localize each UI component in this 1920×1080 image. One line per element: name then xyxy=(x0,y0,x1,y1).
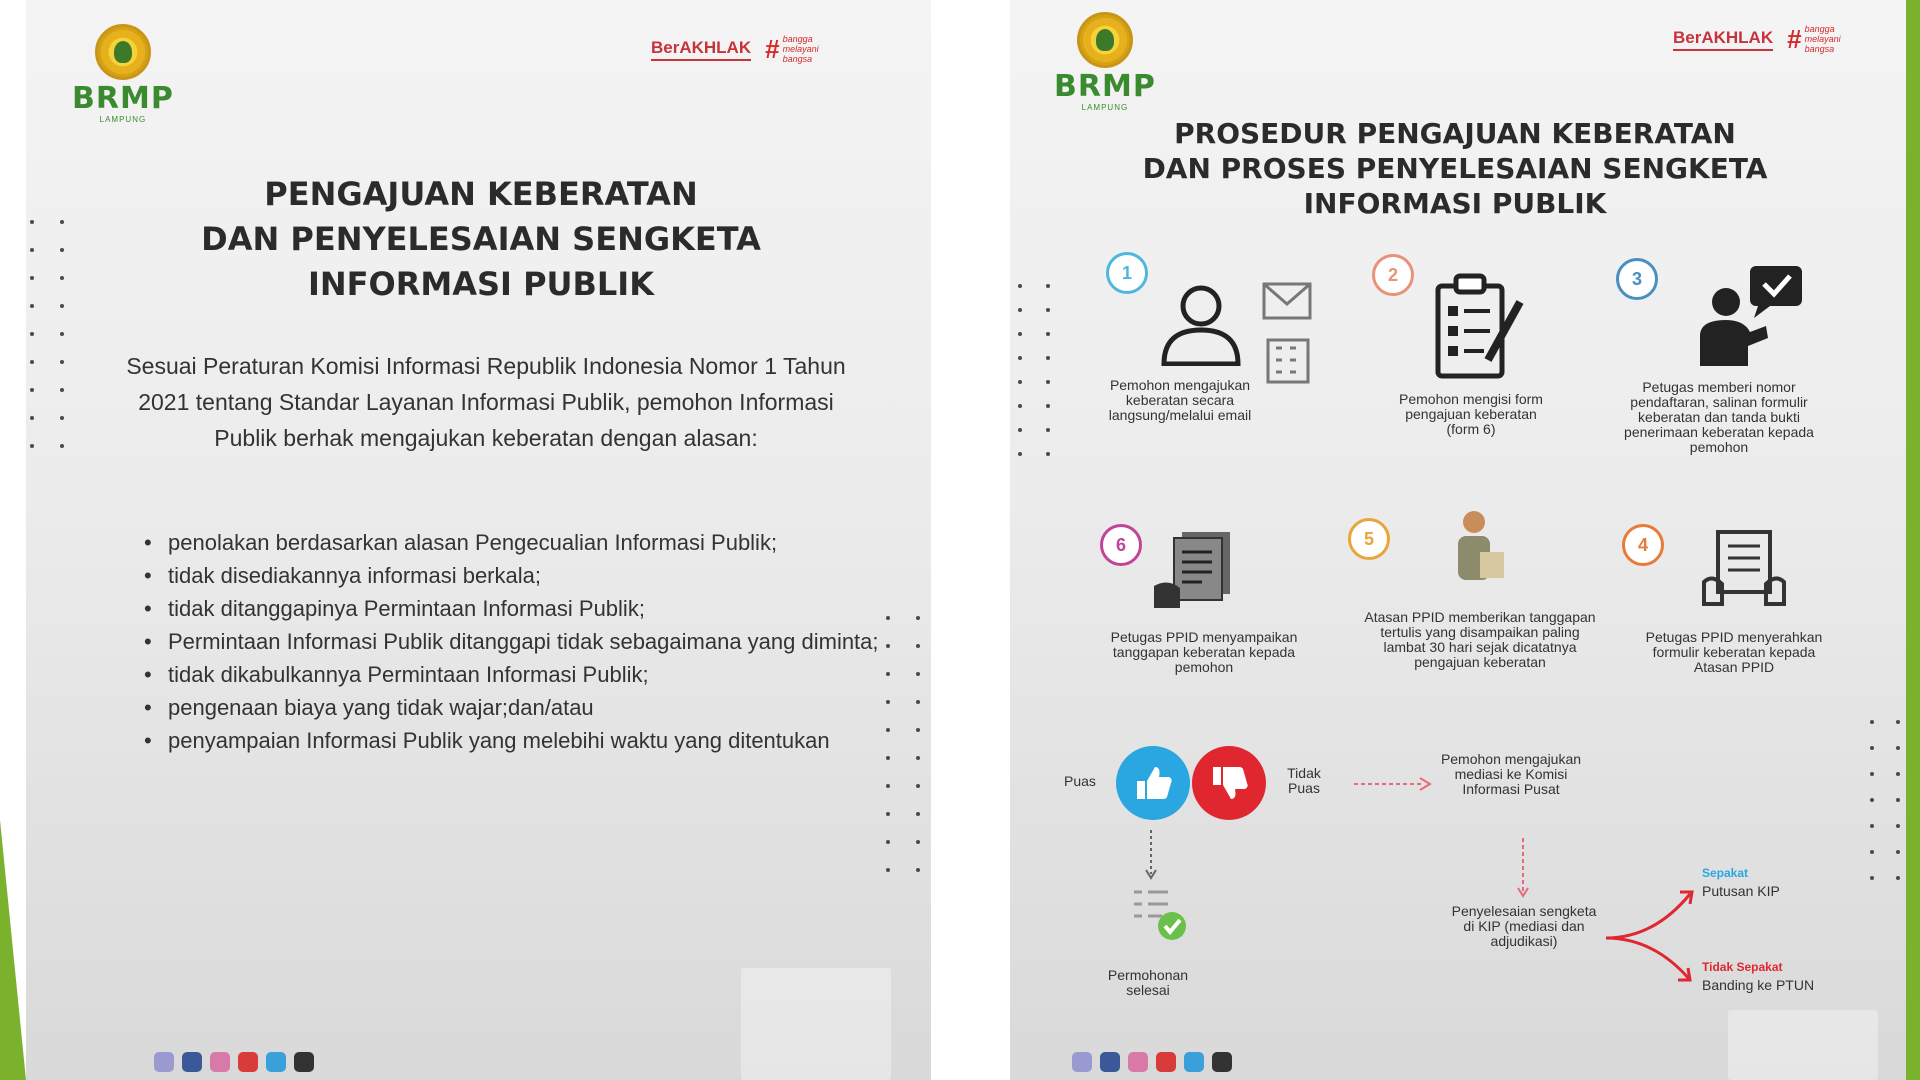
tiktok-icon[interactable] xyxy=(294,1052,314,1072)
logo-sub: LAMPUNG xyxy=(99,115,147,124)
dot xyxy=(886,700,890,704)
dot xyxy=(1870,720,1874,724)
dot xyxy=(916,812,920,816)
dot xyxy=(60,360,64,364)
accept-tag: Sepakat xyxy=(1702,866,1749,880)
poster-right xyxy=(1010,0,1906,1080)
list-item: • penyampaian Informasi Publik yang melebihi waktu yang ditentukan xyxy=(144,724,884,757)
dot xyxy=(1046,404,1050,408)
brand-line: melayani xyxy=(782,44,819,54)
tiktok-icon[interactable] xyxy=(1212,1052,1232,1072)
dot xyxy=(60,304,64,308)
website-icon[interactable] xyxy=(1072,1052,1092,1072)
brmp-logo xyxy=(1054,12,1156,112)
dot xyxy=(1018,356,1022,360)
logo-name: BRMP xyxy=(1054,69,1156,104)
dot xyxy=(886,672,890,676)
dot xyxy=(1896,746,1900,750)
brand-logos xyxy=(651,34,819,64)
step-5-caption: Atasan PPID memberikan tanggapan tertulis yang disampaikan paling lambat 30 hari sejak dicatatnya pengajuan keberatan xyxy=(1364,609,1596,670)
reject-tag: Tidak Sepakat xyxy=(1702,960,1783,974)
dot xyxy=(1018,404,1022,408)
twitter-icon[interactable] xyxy=(266,1052,286,1072)
dot xyxy=(886,644,890,648)
officer-chat-icon xyxy=(1696,262,1806,368)
title-line: PROSEDUR PENGAJUAN KEBERATAN xyxy=(1174,117,1736,150)
logo-name: BRMP xyxy=(72,81,174,116)
dot xyxy=(1870,746,1874,750)
logo-sub: LAMPUNG xyxy=(1081,103,1129,112)
hash-mark: # xyxy=(765,34,780,64)
step-2-caption: Pemohon mengisi form pengajuan keberatan (form 6) xyxy=(1399,391,1543,437)
arrow-down-icon xyxy=(1516,838,1530,900)
step-2-number: 2 xyxy=(1372,254,1414,296)
dot xyxy=(1046,356,1050,360)
checklist-done-icon xyxy=(1130,886,1188,942)
step-4-number: 4 xyxy=(1622,524,1664,566)
dot xyxy=(30,416,34,420)
step-6-caption: Petugas PPID menyampaikan tanggapan keberatan kepada pemohon xyxy=(1110,629,1298,675)
dot xyxy=(1046,332,1050,336)
dot xyxy=(60,332,64,336)
dot xyxy=(30,276,34,280)
papers-hand-icon xyxy=(1152,528,1236,610)
hash-mark: # xyxy=(1787,24,1802,54)
dot xyxy=(886,616,890,620)
decor-dots xyxy=(1870,720,1900,880)
page-title xyxy=(86,172,876,307)
step-3-number: 3 xyxy=(1616,258,1658,300)
list-item: • penolakan berdasarkan alasan Pengecualian Informasi Publik; xyxy=(144,526,884,559)
ghost-box xyxy=(1728,1010,1878,1080)
dot xyxy=(916,672,920,676)
dot xyxy=(1896,876,1900,880)
mail-building-icon xyxy=(1260,274,1316,384)
step-5-number: 5 xyxy=(1348,518,1390,560)
dot xyxy=(30,248,34,252)
not-satisfied-label: Tidak Puas xyxy=(1287,765,1321,796)
dot xyxy=(916,868,920,872)
reasons-list xyxy=(144,526,884,757)
youtube-icon[interactable] xyxy=(238,1052,258,1072)
step-1-number: 1 xyxy=(1106,252,1148,294)
social-icons xyxy=(1072,1052,1232,1072)
brand-line: bangsa xyxy=(1804,44,1835,54)
dot xyxy=(916,644,920,648)
satisfied-label: Puas xyxy=(1064,773,1096,789)
dot xyxy=(1870,798,1874,802)
dot xyxy=(1870,876,1874,880)
list-item: • pengenaan biaya yang tidak wajar;dan/atau xyxy=(144,691,884,724)
dot xyxy=(1896,824,1900,828)
bangga-melayani-logo xyxy=(1787,24,1841,54)
dot xyxy=(1896,798,1900,802)
dot xyxy=(1870,824,1874,828)
brand-logos xyxy=(1673,24,1841,54)
berakhlak-logo: BerAKHLAK xyxy=(651,38,751,61)
twitter-icon[interactable] xyxy=(1184,1052,1204,1072)
facebook-icon[interactable] xyxy=(1100,1052,1120,1072)
left-green-wedge xyxy=(0,820,26,1080)
dot xyxy=(886,840,890,844)
dot xyxy=(30,360,34,364)
dot xyxy=(1018,308,1022,312)
step-1-caption: Pemohon mengajukan keberatan secara langsung/melalui email xyxy=(1108,377,1252,423)
done-text: Permohonan selesai xyxy=(1107,967,1189,998)
dispute-text: Penyelesaian sengketa di KIP (mediasi dan adjudikasi) xyxy=(1451,903,1597,949)
decor-dots xyxy=(1018,284,1050,456)
arrow-down-icon xyxy=(1144,830,1158,882)
facebook-icon[interactable] xyxy=(182,1052,202,1072)
dot xyxy=(1896,772,1900,776)
person-icon xyxy=(1156,282,1246,366)
title-line: PENGAJUAN KEBERATAN xyxy=(264,175,698,213)
brand-line: bangsa xyxy=(782,54,813,64)
supervisor-icon xyxy=(1444,508,1508,588)
dot xyxy=(1870,772,1874,776)
list-item: • tidak disediakannya informasi berkala; xyxy=(144,559,884,592)
dot xyxy=(1870,850,1874,854)
list-item: • tidak ditanggapinya Permintaan Informasi Publik; xyxy=(144,592,884,625)
dot xyxy=(30,332,34,336)
left-accent-strip xyxy=(0,0,26,1080)
brand-line: bangga xyxy=(1804,24,1835,34)
dot xyxy=(30,304,34,308)
brand-line: melayani xyxy=(1804,34,1841,44)
dot xyxy=(886,784,890,788)
emblem-icon xyxy=(95,24,151,80)
intro-paragraph: Sesuai Peraturan Komisi Informasi Republik Indonesia Nomor 1 Tahun 2021 tentang Standar Layanan Informasi Publik, pemohon Informasi Publik berhak mengajukan keberatan dengan alasan: xyxy=(126,353,846,451)
list-item: • tidak dikabulkannya Permintaan Informasi Publik; xyxy=(144,658,884,691)
dot xyxy=(30,444,34,448)
dot xyxy=(916,616,920,620)
dot xyxy=(1018,428,1022,432)
step-3-caption: Petugas memberi nomor pendaftaran, salinan formulir keberatan dan tanda bukti penerimaan keberatan kepada pemohon xyxy=(1624,379,1814,455)
dot xyxy=(1046,284,1050,288)
dot xyxy=(886,728,890,732)
dot xyxy=(886,756,890,760)
mediation-text: Pemohon mengajukan mediasi ke Komisi Informasi Pusat xyxy=(1440,751,1582,797)
dot xyxy=(30,220,34,224)
dot xyxy=(60,220,64,224)
dot xyxy=(916,728,920,732)
page-title xyxy=(1050,116,1860,221)
decor-dots xyxy=(886,616,920,872)
dot xyxy=(60,444,64,448)
youtube-icon[interactable] xyxy=(1156,1052,1176,1072)
dot xyxy=(1896,720,1900,724)
branch-arrows-icon xyxy=(1602,884,1702,984)
dot xyxy=(1046,452,1050,456)
website-icon[interactable] xyxy=(154,1052,174,1072)
dot xyxy=(1018,380,1022,384)
dot xyxy=(60,388,64,392)
accept-outcome: Putusan KIP xyxy=(1702,883,1780,899)
dot xyxy=(1018,452,1022,456)
step-4-caption: Petugas PPID menyerahkan formulir keberatan kepada Atasan PPID xyxy=(1645,629,1823,675)
document-hands-icon xyxy=(1702,528,1786,608)
ghost-box xyxy=(741,968,891,1080)
dot xyxy=(60,248,64,252)
step-6-number: 6 xyxy=(1100,524,1142,566)
right-accent-strip xyxy=(1906,0,1920,1080)
reject-outcome: Banding ke PTUN xyxy=(1702,977,1815,993)
dot xyxy=(30,388,34,392)
clipboard-icon xyxy=(1430,272,1530,380)
decor-dots xyxy=(30,220,64,448)
social-icons xyxy=(154,1052,314,1072)
dot xyxy=(916,784,920,788)
arrow-right-icon xyxy=(1354,776,1434,792)
dot xyxy=(886,868,890,872)
thumbs-up-icon xyxy=(1116,746,1190,820)
instagram-icon[interactable] xyxy=(1128,1052,1148,1072)
dot xyxy=(916,840,920,844)
dot xyxy=(1046,380,1050,384)
list-item: • Permintaan Informasi Publik ditanggapi tidak sebagaimana yang diminta; xyxy=(144,625,884,658)
brand-line: bangga xyxy=(782,34,813,44)
dot xyxy=(1896,850,1900,854)
bangga-melayani-logo xyxy=(765,34,819,64)
title-line: DAN PROSES PENYELESAIAN SENGKETA xyxy=(1142,152,1768,185)
poster-left xyxy=(26,0,931,1080)
dot xyxy=(1046,428,1050,432)
dot xyxy=(886,812,890,816)
thumbs-down-icon xyxy=(1192,746,1266,820)
title-line: INFORMASI PUBLIK xyxy=(1303,187,1607,220)
dot xyxy=(916,756,920,760)
dot xyxy=(916,700,920,704)
dot xyxy=(1018,284,1022,288)
dot xyxy=(60,416,64,420)
title-line: INFORMASI PUBLIK xyxy=(307,265,654,303)
berakhlak-logo: BerAKHLAK xyxy=(1673,28,1773,51)
instagram-icon[interactable] xyxy=(210,1052,230,1072)
dot xyxy=(60,276,64,280)
brmp-logo xyxy=(72,24,174,124)
emblem-icon xyxy=(1077,12,1133,68)
dot xyxy=(1046,308,1050,312)
title-line: DAN PENYELESAIAN SENGKETA xyxy=(201,220,761,258)
dot xyxy=(1018,332,1022,336)
